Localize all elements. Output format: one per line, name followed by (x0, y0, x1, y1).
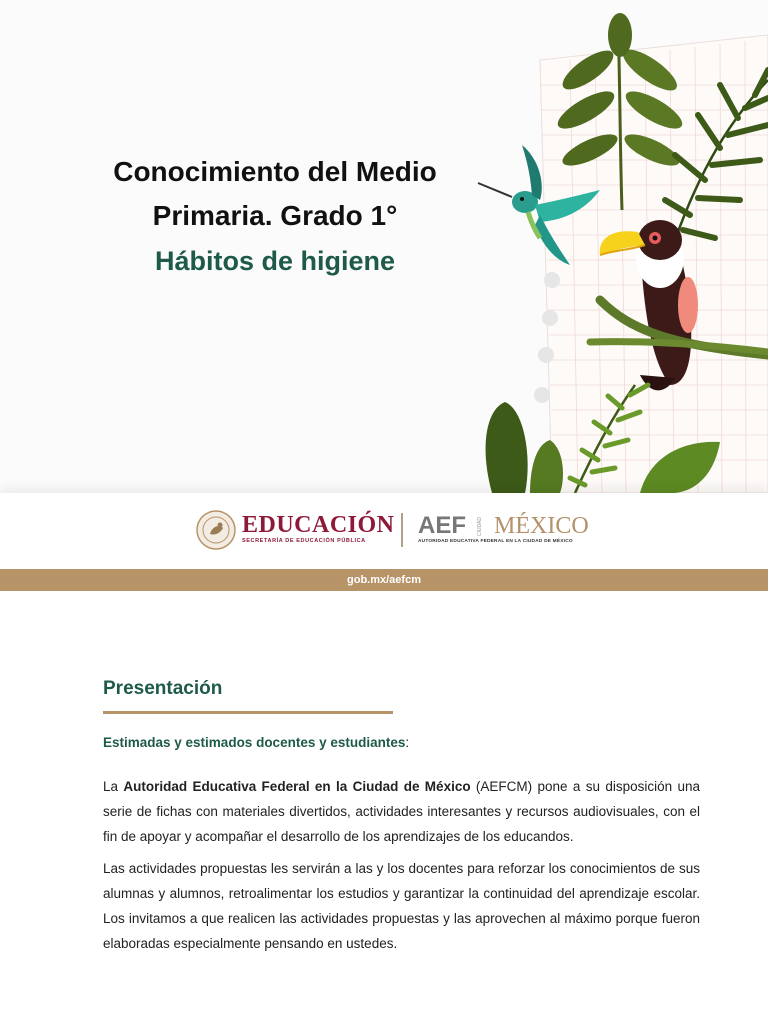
educacion-logo (242, 512, 395, 544)
logo-divider (401, 513, 403, 547)
aefcm-logo (418, 513, 589, 544)
educacion-logo-text: EDUCACIÓN (242, 512, 395, 538)
cover-subtitle: Hábitos de higiene (154, 246, 396, 276)
section-heading: Presentación (103, 678, 223, 699)
heading-underline (103, 711, 393, 714)
p1-pre: La (103, 779, 124, 794)
cover-titles (60, 150, 490, 284)
paragraph-2: Las actividades propuestas les servirán a las y los docentes para reforzar los conocimientos de sus alumnas y alumnos, retroalimentar los estudios y garantizar la continuidad del aprendizaje escolar. Los invitamos a que realicen las actividades propuestas y las aprovechen al máximo porque fueron elaboradas especialmente pensando en ustedes. (103, 861, 700, 951)
paragraph-1 (103, 775, 700, 849)
government-seal-icon (196, 510, 236, 550)
sep-tagline: SECRETARÍA DE EDUCACIÓN PÚBLICA (242, 538, 366, 544)
logo-bar (0, 493, 768, 569)
greeting-text: Estimadas y estimados docentes y estudiantes (103, 735, 406, 750)
jungle-illustration (470, 0, 768, 493)
aef-tagline: AUTORIDAD EDUCATIVA FEDERAL EN LA CIUDAD DE MÉXICO (418, 539, 573, 544)
greeting-punct: : (405, 735, 410, 750)
cover-title-line1: Conocimiento del Medio (113, 156, 437, 187)
p1-post: (AEFCM) pone a su disposición una serie de fichas con materiales divertidos, actividades interesantes y recursos audiovisuales, con el fin de apoyar y acompañar el desarrollo de los aprendizajes de los educandos. (103, 779, 700, 844)
cover-title-line2: Primaria. Grado 1° (152, 200, 398, 231)
url-banner (0, 569, 768, 591)
cover-section (0, 0, 768, 493)
aef-logo-text: AEF (418, 512, 466, 539)
mexico-logo-text: MÉXICO (494, 513, 589, 539)
aef-vertical-text: CIUDAD (477, 517, 483, 537)
greeting (103, 735, 700, 750)
banner-url[interactable]: gob.mx/aefcm (347, 574, 421, 586)
p1-bold: Autoridad Educativa Federal en la Ciudad de México (123, 779, 471, 794)
presentacion-section (103, 676, 700, 957)
